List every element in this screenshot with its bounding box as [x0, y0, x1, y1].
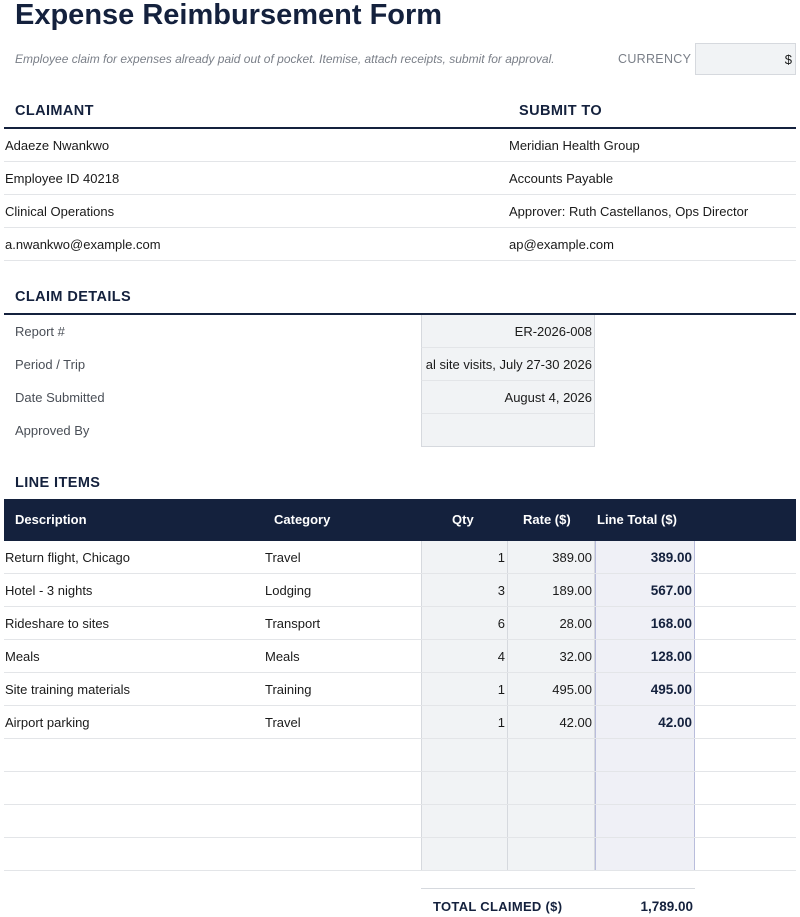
submit-to-heading: SUBMIT TO — [519, 103, 603, 119]
row-description[interactable]: Airport parking — [5, 715, 90, 730]
row-qty-cell[interactable] — [421, 739, 508, 772]
row-divider — [4, 870, 796, 871]
form-subtitle: Employee claim for expenses already paid out of pocket. Itemise, attach receipts, submit for approval. — [15, 52, 555, 66]
row-description[interactable]: Site training materials — [5, 682, 130, 697]
row-total-cell — [595, 838, 695, 871]
report-number-field[interactable] — [421, 315, 595, 348]
row-total-cell — [595, 640, 695, 673]
row-total-cell — [595, 673, 695, 706]
row-rate-cell[interactable] — [508, 640, 595, 673]
row-divider — [4, 161, 796, 162]
row-rate: 495.00 — [552, 682, 592, 697]
row-category[interactable]: Transport — [265, 616, 321, 631]
currency-label: CURRENCY — [618, 52, 692, 66]
total-claimed-value: 1,789.00 — [640, 899, 693, 914]
page-title: Expense Reimbursement Form — [15, 0, 443, 31]
row-rate-cell[interactable] — [508, 673, 595, 706]
claimant-rule — [4, 127, 796, 129]
date-submitted-value: August 4, 2026 — [504, 390, 592, 405]
col-rate: Rate ($) — [523, 512, 571, 527]
submit-to-email[interactable]: ap@example.com — [509, 237, 614, 252]
table-row — [4, 607, 796, 640]
period-trip-value: al site visits, July 27-30 2026 — [425, 357, 592, 372]
table-row — [4, 838, 796, 871]
date-submitted-field[interactable] — [421, 381, 595, 414]
line-items-header — [4, 499, 796, 541]
row-qty-cell[interactable] — [421, 838, 508, 871]
row-qty: 3 — [497, 583, 505, 598]
row-total-cell — [595, 574, 695, 607]
row-total-cell — [595, 706, 695, 739]
row-line-total: 567.00 — [650, 583, 692, 598]
table-row — [4, 640, 796, 673]
claim-details-heading: CLAIM DETAILS — [15, 289, 132, 305]
row-qty-cell[interactable] — [421, 805, 508, 838]
row-qty-cell[interactable] — [421, 574, 508, 607]
row-qty: 1 — [497, 682, 505, 697]
row-line-total: 42.00 — [658, 715, 692, 730]
col-line-total: Line Total ($) — [597, 512, 677, 527]
table-row — [4, 706, 796, 739]
table-row — [4, 739, 796, 772]
row-qty: 1 — [497, 550, 505, 565]
row-qty-cell[interactable] — [421, 607, 508, 640]
row-category[interactable]: Travel — [265, 550, 301, 565]
row-description[interactable]: Meals — [5, 649, 40, 664]
approved-by-field[interactable] — [421, 414, 595, 447]
row-category[interactable]: Meals — [265, 649, 300, 664]
period-trip-field[interactable] — [421, 348, 595, 381]
row-rate-cell[interactable] — [508, 739, 595, 772]
row-qty: 1 — [497, 715, 505, 730]
claimant-heading: CLAIMANT — [15, 103, 94, 119]
table-row — [4, 772, 796, 805]
submit-to-approver[interactable]: Approver: Ruth Castellanos, Ops Director — [509, 204, 749, 219]
table-row — [4, 805, 796, 838]
date-submitted-label: Date Submitted — [15, 390, 105, 405]
row-rate-cell[interactable] — [508, 838, 595, 871]
row-rate-cell[interactable] — [508, 574, 595, 607]
row-rate-cell[interactable] — [508, 706, 595, 739]
row-rate-cell[interactable] — [508, 541, 595, 574]
claimant-email[interactable]: a.nwankwo@example.com — [5, 237, 161, 252]
total-claimed-label: TOTAL CLAIMED ($) — [433, 899, 563, 914]
row-total-cell — [595, 772, 695, 805]
row-divider — [4, 227, 796, 228]
row-category[interactable]: Lodging — [265, 583, 312, 598]
claim-details-rule — [4, 313, 796, 315]
row-category[interactable]: Training — [265, 682, 312, 697]
row-description[interactable]: Rideshare to sites — [5, 616, 110, 631]
row-line-total: 495.00 — [650, 682, 692, 697]
submit-to-department[interactable]: Accounts Payable — [509, 171, 614, 186]
row-total-cell — [595, 541, 695, 574]
line-items-heading: LINE ITEMS — [15, 475, 101, 491]
currency-field[interactable]: $ — [695, 43, 796, 75]
claimant-name[interactable]: Adaeze Nwankwo — [5, 138, 110, 153]
row-qty: 6 — [497, 616, 505, 631]
row-line-total: 168.00 — [650, 616, 692, 631]
claimant-employee-id[interactable]: Employee ID 40218 — [5, 171, 120, 186]
row-divider — [4, 260, 796, 261]
row-qty: 4 — [497, 649, 505, 664]
row-qty-cell[interactable] — [421, 772, 508, 805]
row-line-total: 389.00 — [650, 550, 692, 565]
table-row — [4, 673, 796, 706]
row-total-cell — [595, 739, 695, 772]
col-category: Category — [274, 512, 331, 527]
claimant-department[interactable]: Clinical Operations — [5, 204, 115, 219]
row-total-cell — [595, 805, 695, 838]
row-rate: 28.00 — [559, 616, 592, 631]
submit-to-org[interactable]: Meridian Health Group — [509, 138, 640, 153]
total-rule — [421, 888, 695, 889]
row-qty-cell[interactable] — [421, 541, 508, 574]
row-rate: 389.00 — [552, 550, 592, 565]
row-qty-cell[interactable] — [421, 640, 508, 673]
report-number-value: ER-2026-008 — [514, 324, 592, 339]
row-rate: 42.00 — [559, 715, 592, 730]
row-rate-cell[interactable] — [508, 607, 595, 640]
row-description[interactable]: Return flight, Chicago — [5, 550, 131, 565]
row-divider — [4, 194, 796, 195]
row-category[interactable]: Travel — [265, 715, 301, 730]
row-rate-cell[interactable] — [508, 772, 595, 805]
row-description[interactable]: Hotel - 3 nights — [5, 583, 93, 598]
period-trip-label: Period / Trip — [15, 357, 86, 372]
row-qty-cell[interactable] — [421, 706, 508, 739]
col-description: Description — [15, 512, 87, 527]
row-total-cell — [595, 607, 695, 640]
table-row — [4, 541, 796, 574]
row-line-total: 128.00 — [650, 649, 692, 664]
report-number-label: Report # — [15, 324, 65, 339]
row-qty-cell[interactable] — [421, 673, 508, 706]
approved-by-label: Approved By — [15, 423, 90, 438]
table-row — [4, 574, 796, 607]
col-qty: Qty — [452, 512, 474, 527]
row-rate-cell[interactable] — [508, 805, 595, 838]
row-rate: 189.00 — [552, 583, 592, 598]
row-rate: 32.00 — [559, 649, 592, 664]
